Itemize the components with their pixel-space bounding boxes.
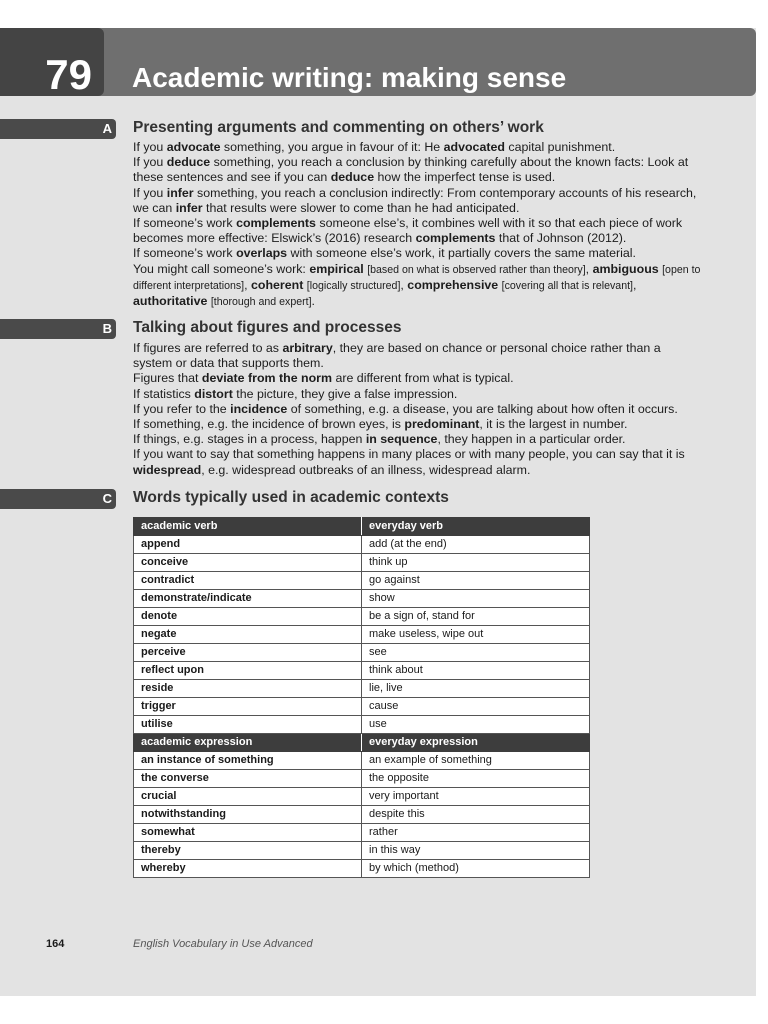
academic-term-cell: negate <box>134 626 362 644</box>
academic-term-cell: academic expression <box>134 734 362 752</box>
everyday-term-cell: rather <box>362 824 590 842</box>
everyday-term-cell: everyday verb <box>362 518 590 536</box>
section-c-tab <box>0 489 116 509</box>
key-term: authoritative <box>133 294 208 309</box>
academic-term-cell: perceive <box>134 644 362 662</box>
table-row <box>134 536 590 554</box>
everyday-term-cell: think up <box>362 554 590 572</box>
key-term: predominant <box>404 417 480 432</box>
key-term: arbitrary <box>282 341 333 355</box>
page-number: 164 <box>46 938 65 950</box>
key-term: ambiguous <box>592 261 659 276</box>
table-row <box>134 716 590 734</box>
everyday-term-cell: very important <box>362 788 590 806</box>
academic-term-cell: contradict <box>134 572 362 590</box>
everyday-term-cell: be a sign of, stand for <box>362 608 590 626</box>
key-term: advocated <box>443 140 505 154</box>
section-a-tab <box>0 119 116 139</box>
academic-term-cell: academic verb <box>134 518 362 536</box>
table-row <box>134 770 590 788</box>
body-line: If you deduce something, you reach a conclusion by thinking carefully about the known facts: Look at these sentences and see if you can deduce how the imperfect tense is used. <box>133 155 689 185</box>
everyday-term-cell: go against <box>362 572 590 590</box>
body-line: If you advocate something, you argue in favour of it: He advocated capital punishment. <box>133 140 616 154</box>
everyday-term-cell: the opposite <box>362 770 590 788</box>
everyday-term-cell: add (at the end) <box>362 536 590 554</box>
section-a-heading: Presenting arguments and commenting on others’ work <box>133 119 544 136</box>
key-term: deduce <box>166 155 211 170</box>
book-title: English Vocabulary in Use Advanced <box>133 938 313 950</box>
everyday-term-cell: use <box>362 716 590 734</box>
unit-number: 79 <box>45 51 92 98</box>
table-row <box>134 752 590 770</box>
academic-term-cell: reflect upon <box>134 662 362 680</box>
key-term: overlaps <box>236 246 288 261</box>
table-row <box>134 626 590 644</box>
key-term: widespread <box>133 462 202 477</box>
table-row <box>134 572 590 590</box>
everyday-term-cell: in this way <box>362 842 590 860</box>
definition-note: [logically structured] <box>306 279 401 292</box>
academic-term-cell: notwithstanding <box>134 806 362 824</box>
key-term: infer <box>166 185 194 200</box>
table-row <box>134 842 590 860</box>
section-a-body <box>133 140 703 310</box>
key-term: distort <box>194 386 233 401</box>
table-header-row <box>134 518 590 536</box>
table-row <box>134 590 590 608</box>
section-a-letter: A <box>102 121 112 136</box>
section-b-heading: Talking about figures and processes <box>133 319 402 336</box>
body-line: You might call someone’s work: empirical [based on what is observed rather than theory], ambiguous [open to different interpretations], coherent [logically structured], comprehensive [covering all that is relevant], authoritative [thorough and expert]. <box>133 261 701 309</box>
everyday-term-cell: think about <box>362 662 590 680</box>
academic-term-cell: append <box>134 536 362 554</box>
academic-term-cell: conceive <box>134 554 362 572</box>
everyday-term-cell: see <box>362 644 590 662</box>
table-row <box>134 554 590 572</box>
definition-note: [based on what is observed rather than theory] <box>367 263 586 276</box>
academic-term-cell: an instance of something <box>134 752 362 770</box>
academic-term-cell: whereby <box>134 860 362 878</box>
body-line: If things, e.g. stages in a process, happen in sequence, they happen in a particular order. <box>133 432 626 447</box>
body-line: If someone’s work complements someone else’s, it combines well with it so that each piece of work becomes more effective: Elswick’s (2016) research complements that of Johnson (2012). <box>133 216 683 246</box>
key-term: coherent <box>251 277 304 292</box>
body-line: If statistics distort the picture, they give a false impression. <box>133 386 458 401</box>
definition-note: [thorough and expert] <box>210 296 312 309</box>
table-header-row <box>134 734 590 752</box>
academic-term-cell: demonstrate/indicate <box>134 590 362 608</box>
body-line: If you want to say that something happens in many places or with many people, you can say that it is widespread, e.g. widespread outbreaks of an illness, widespread alarm. <box>133 447 685 477</box>
key-term: deduce <box>330 170 375 185</box>
everyday-term-cell: despite this <box>362 806 590 824</box>
key-term: advocate <box>166 140 221 154</box>
body-line: If something, e.g. the incidence of brown eyes, is predominant, it is the largest in number. <box>133 417 628 432</box>
unit-number-container <box>0 28 100 96</box>
table-row <box>134 824 590 842</box>
body-line: Figures that deviate from the norm are different from what is typical. <box>133 371 514 386</box>
everyday-term-cell: lie, live <box>362 680 590 698</box>
table-row <box>134 788 590 806</box>
academic-term-cell: denote <box>134 608 362 626</box>
section-b-tab <box>0 319 116 339</box>
key-term: incidence <box>230 401 288 416</box>
body-line: If figures are referred to as arbitrary, they are based on chance or personal choice rather than a system or data that supports them. <box>133 341 661 371</box>
table-row <box>134 608 590 626</box>
table-row <box>134 662 590 680</box>
academic-term-cell: reside <box>134 680 362 698</box>
key-term: in sequence <box>365 432 438 447</box>
table-row <box>134 680 590 698</box>
section-b-body <box>133 341 703 478</box>
definition-note: [covering all that is relevant] <box>501 279 633 292</box>
academic-term-cell: crucial <box>134 788 362 806</box>
table-row <box>134 644 590 662</box>
everyday-term-cell: an example of something <box>362 752 590 770</box>
academic-term-cell: the converse <box>134 770 362 788</box>
body-line: If someone’s work overlaps with someone else’s work, it partially covers the same material. <box>133 246 636 261</box>
body-line: If you infer something, you reach a conclusion indirectly: From contemporary accounts of his research, we can infer that results were slower to come than he had anticipated. <box>133 185 697 215</box>
unit-title: Academic writing: making sense <box>132 62 567 93</box>
everyday-term-cell: show <box>362 590 590 608</box>
everyday-term-cell: everyday expression <box>362 734 590 752</box>
key-term: complements <box>415 231 496 246</box>
section-b-letter: B <box>102 321 112 336</box>
key-term: deviate from the norm <box>201 371 333 386</box>
section-c-letter: C <box>102 491 112 506</box>
body-line: If you refer to the incidence of something, e.g. a disease, you are talking about how often it occurs. <box>133 401 678 416</box>
academic-term-cell: trigger <box>134 698 362 716</box>
key-term: complements <box>236 216 316 231</box>
everyday-term-cell: make useless, wipe out <box>362 626 590 644</box>
key-term: empirical <box>309 261 364 276</box>
everyday-term-cell: cause <box>362 698 590 716</box>
vocabulary-table <box>133 517 590 878</box>
key-term: comprehensive <box>407 277 499 292</box>
everyday-term-cell: by which (method) <box>362 860 590 878</box>
academic-term-cell: utilise <box>134 716 362 734</box>
table-row <box>134 698 590 716</box>
key-term: infer <box>175 200 203 215</box>
table-row <box>134 806 590 824</box>
definition-note: [open to different interpretations] <box>133 263 701 292</box>
academic-term-cell: thereby <box>134 842 362 860</box>
academic-term-cell: somewhat <box>134 824 362 842</box>
section-c-heading: Words typically used in academic contexts <box>133 489 449 506</box>
table-row <box>134 860 590 878</box>
